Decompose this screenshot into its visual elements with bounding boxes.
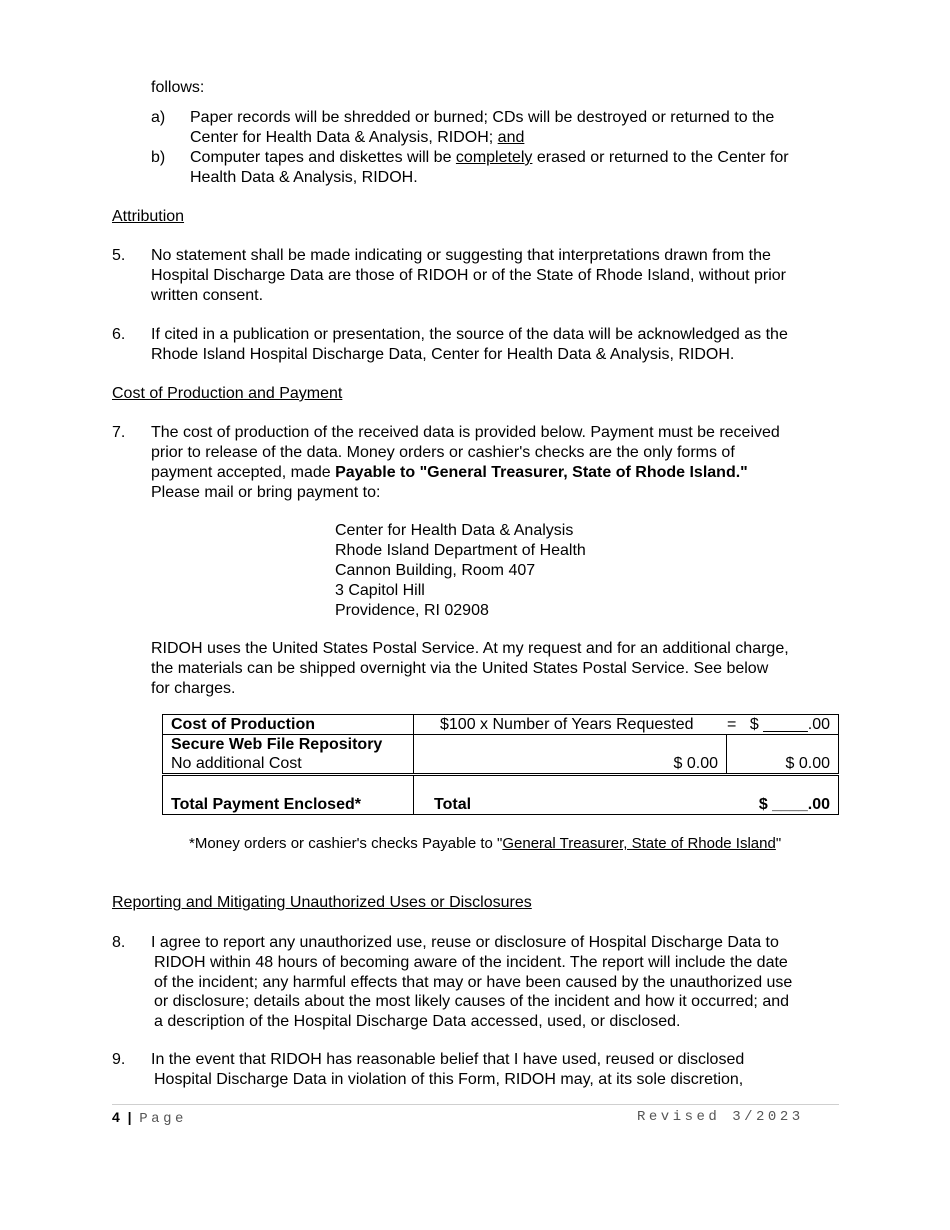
item-b-pre: Computer tapes and diskettes will be: [190, 149, 456, 166]
item-7-line: prior to release of the data. Money orders or cashier's checks are the only forms of: [151, 444, 735, 461]
item-a-line-1: Paper records will be shredded or burned; CDs will be destroyed or returned to the: [190, 109, 775, 126]
address-line: Providence, RI 02908: [335, 602, 489, 619]
page-number: 4: [112, 1109, 120, 1125]
item-7-line: Please mail or bring payment to:: [151, 484, 381, 501]
footer-divider: [112, 1104, 839, 1105]
total-payment-label: Total Payment Enclosed*: [163, 775, 414, 815]
cost-amount-blank: $ _____.00: [749, 716, 830, 733]
repository-cell: [163, 735, 414, 775]
item-7-pre: payment accepted, made: [151, 464, 336, 481]
item-b-line-2: Health Data & Analysis, RIDOH.: [190, 169, 418, 186]
item-8-line: I agree to report any unauthorized use, reuse or disclosure of Hospital Discharge Data to: [151, 934, 779, 951]
address-line: Rhode Island Department of Health: [335, 542, 586, 559]
item-8-line: RIDOH within 48 hours of becoming aware of the incident. The report will include the date: [154, 954, 788, 971]
item-8-number: 8.: [112, 934, 126, 951]
item-8-line: or disclosure; details about the most likely causes of the incident and how it occurred; and: [154, 993, 790, 1010]
item-b-line-1: [190, 148, 789, 168]
item-a-line-2: [190, 128, 524, 148]
item-9-line: Hospital Discharge Data in violation of this Form, RIDOH may, at its sole discretion,: [154, 1071, 744, 1088]
page-label: Page: [139, 1111, 187, 1127]
equals-sign: =: [727, 716, 737, 733]
repository-label: Secure Web File Repository: [171, 736, 383, 753]
repository-amount: $ 0.00: [727, 735, 839, 775]
footnote-payee: General Treasurer, State of Rhode Island: [502, 835, 776, 852]
item-9-line: In the event that RIDOH has reasonable belief that I have used, reused or disclosed: [151, 1051, 745, 1068]
address-line: Center for Health Data & Analysis: [335, 522, 574, 539]
total-cell: [414, 775, 839, 815]
item-b-post: erased or returned to the Center for: [532, 149, 789, 166]
item-b-completely: completely: [455, 149, 533, 166]
footnote-pre: *Money orders or cashier's checks Payable to ": [189, 835, 503, 852]
total-label: Total: [434, 796, 472, 813]
postal-line: for charges.: [151, 680, 236, 697]
item-a-text: Center for Health Data & Analysis, RIDOH;: [190, 129, 498, 146]
reporting-heading: Reporting and Mitigating Unauthorized Uses or Disclosures: [112, 894, 532, 911]
cost-formula: $100 x Number of Years Requested: [440, 716, 694, 733]
item-7-line: [151, 463, 748, 483]
item-6-line: Rhode Island Hospital Discharge Data, Center for Health Data & Analysis, RIDOH.: [151, 346, 735, 363]
item-a-and: and: [497, 129, 525, 146]
payable-to-bold: Payable to "General Treasurer, State of Rhode Island.": [335, 464, 748, 481]
table-row: [163, 775, 839, 815]
item-5-line: Hospital Discharge Data are those of RIDOH or of the State of Rhode Island, without prior: [151, 267, 786, 284]
address-line: 3 Capitol Hill: [335, 582, 425, 599]
table-row: [163, 715, 839, 735]
item-6-number: 6.: [112, 326, 126, 343]
item-6-line: If cited in a publication or presentation, the source of the data will be acknowledged as the: [151, 326, 788, 343]
revised-date: Revised 3/2023: [637, 1109, 804, 1125]
item-7-line: The cost of production of the received data is provided below. Payment must be received: [151, 424, 780, 441]
follows-text: follows:: [151, 79, 205, 96]
cost-heading: Cost of Production and Payment: [112, 385, 343, 402]
item-8-line: of the incident; any harmful effects that may or have been caused by the unauthorized use: [154, 974, 793, 991]
list-marker-b: b): [151, 149, 166, 166]
item-8-line: a description of the Hospital Discharge Data accessed, used, or disclosed.: [154, 1013, 681, 1030]
table-row: [163, 735, 839, 775]
postal-line: the materials can be shipped overnight via the United States Postal Service. See below: [151, 660, 769, 677]
footer-separator: |: [127, 1109, 132, 1125]
footnote: [189, 834, 781, 854]
repository-sublabel: No additional Cost: [171, 755, 302, 772]
footer-page: [112, 1107, 187, 1129]
item-9-number: 9.: [112, 1051, 126, 1068]
item-5-line: written consent.: [151, 287, 264, 304]
list-marker-a: a): [151, 109, 166, 126]
attribution-heading: Attribution: [112, 208, 185, 225]
repository-mid-amount: $ 0.00: [414, 735, 727, 775]
cost-of-production-label: Cost of Production: [163, 715, 414, 735]
address-line: Cannon Building, Room 407: [335, 562, 536, 579]
cost-table: [162, 714, 839, 815]
cost-of-production-formula-cell: [414, 715, 839, 735]
postal-line: RIDOH uses the United States Postal Service. At my request and for an additional charge,: [151, 640, 789, 657]
item-5-line: No statement shall be made indicating or suggesting that interpretations drawn from the: [151, 247, 771, 264]
total-amount-blank: $ ____.00: [758, 796, 830, 813]
item-7-number: 7.: [112, 424, 126, 441]
item-5-number: 5.: [112, 247, 126, 264]
footnote-post: ": [775, 835, 782, 852]
